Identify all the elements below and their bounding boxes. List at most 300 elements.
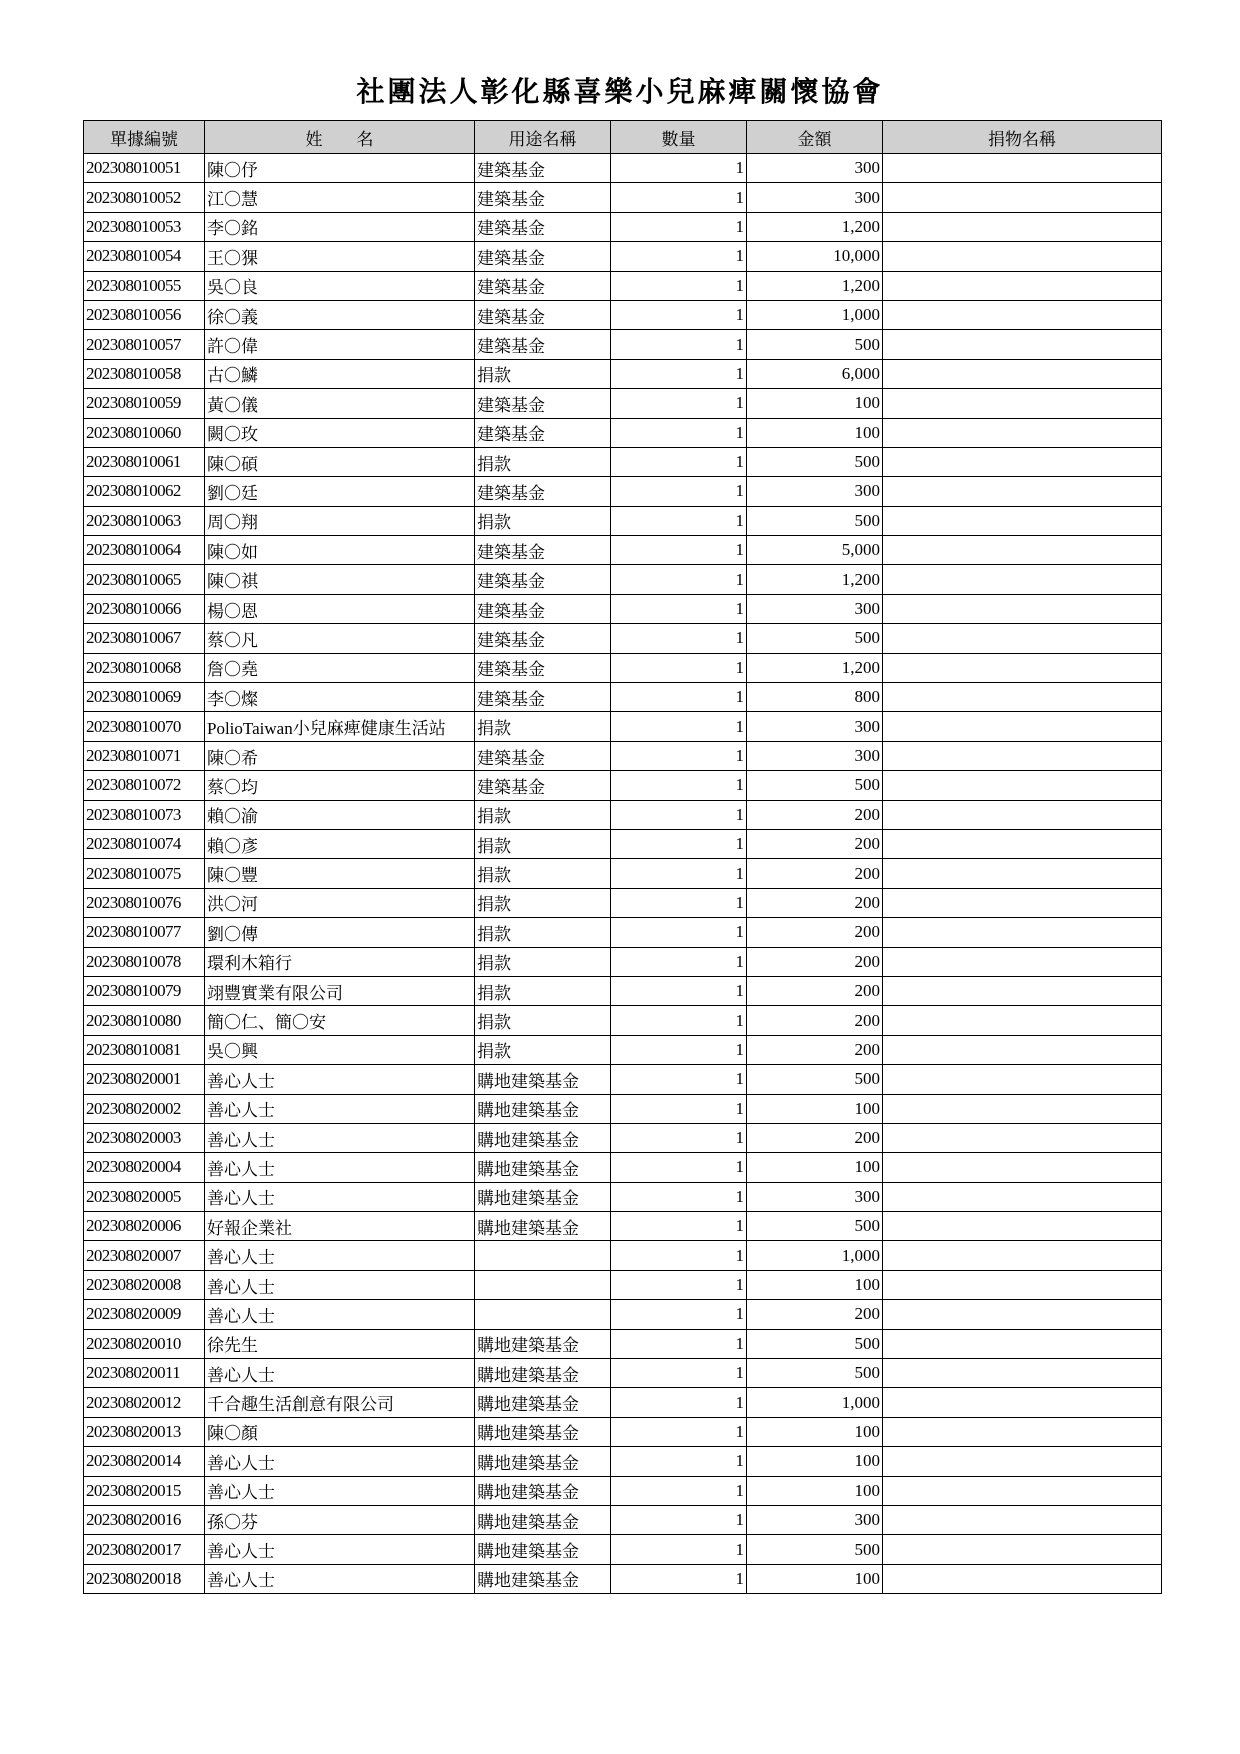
donated-item-cell [883, 1564, 1162, 1593]
receipt-no-cell: 202308020016 [84, 1505, 205, 1534]
donated-item-cell [883, 300, 1162, 329]
donated-item-cell [883, 1535, 1162, 1564]
name-cell: 善心人士 [205, 1123, 475, 1152]
page-title: 社團法人彰化縣喜樂小兒麻痺關懷協會 [356, 75, 884, 108]
name-cell: 江〇慧 [205, 183, 475, 212]
quantity-cell: 1 [611, 1153, 747, 1182]
purpose-cell: 建築基金 [475, 653, 611, 682]
receipt-no-cell: 202308010053 [84, 212, 205, 241]
name-cell: PolioTaiwan小兒麻痺健康生活站 [205, 712, 475, 741]
purpose-cell: 捐款 [475, 712, 611, 741]
name-cell: 善心人士 [205, 1182, 475, 1211]
amount-cell: 200 [747, 1006, 883, 1035]
name-cell: 陳〇豐 [205, 859, 475, 888]
purpose-cell: 捐款 [475, 447, 611, 476]
table-row [84, 154, 1162, 183]
name-cell: 善心人士 [205, 1564, 475, 1593]
quantity-cell: 1 [611, 389, 747, 418]
quantity-cell: 1 [611, 829, 747, 858]
purpose-cell: 購地建築基金 [475, 1123, 611, 1152]
purpose-cell: 建築基金 [475, 594, 611, 623]
receipt-no-cell: 202308010070 [84, 712, 205, 741]
quantity-cell: 1 [611, 359, 747, 388]
receipt-no-cell: 202308010052 [84, 183, 205, 212]
amount-cell: 500 [747, 330, 883, 359]
donated-item-cell [883, 712, 1162, 741]
donated-item-cell [883, 918, 1162, 947]
quantity-cell: 1 [611, 1564, 747, 1593]
receipt-no-cell: 202308020005 [84, 1182, 205, 1211]
amount-cell: 500 [747, 447, 883, 476]
purpose-cell: 購地建築基金 [475, 1182, 611, 1211]
quantity-cell: 1 [611, 976, 747, 1005]
donated-item-cell [883, 1447, 1162, 1476]
purpose-cell: 捐款 [475, 888, 611, 917]
donated-item-cell [883, 859, 1162, 888]
purpose-cell: 建築基金 [475, 536, 611, 565]
amount-cell: 500 [747, 1535, 883, 1564]
table-row [84, 1564, 1162, 1593]
receipt-no-cell: 202308010073 [84, 800, 205, 829]
amount-cell: 100 [747, 389, 883, 418]
amount-cell: 500 [747, 1212, 883, 1241]
purpose-cell [475, 1270, 611, 1299]
receipt-no-cell: 202308010081 [84, 1035, 205, 1064]
table-row [84, 1123, 1162, 1152]
name-cell: 善心人士 [205, 1270, 475, 1299]
quantity-cell: 1 [611, 1094, 747, 1123]
table-row [84, 477, 1162, 506]
table-row [84, 1241, 1162, 1270]
name-cell: 善心人士 [205, 1476, 475, 1505]
purpose-cell: 購地建築基金 [475, 1505, 611, 1534]
amount-cell: 100 [747, 418, 883, 447]
quantity-cell: 1 [611, 918, 747, 947]
quantity-cell: 1 [611, 1300, 747, 1329]
quantity-cell: 1 [611, 800, 747, 829]
purpose-cell: 建築基金 [475, 477, 611, 506]
amount-cell: 200 [747, 1300, 883, 1329]
donated-item-cell [883, 183, 1162, 212]
purpose-cell: 建築基金 [475, 330, 611, 359]
quantity-cell: 1 [611, 477, 747, 506]
donated-item-cell [883, 771, 1162, 800]
amount-cell: 200 [747, 976, 883, 1005]
receipt-no-cell: 202308010079 [84, 976, 205, 1005]
receipt-no-cell: 202308010076 [84, 888, 205, 917]
amount-cell: 1,000 [747, 1388, 883, 1417]
receipt-no-cell: 202308010060 [84, 418, 205, 447]
name-cell: 陳〇祺 [205, 565, 475, 594]
table-row [84, 389, 1162, 418]
purpose-cell [475, 1241, 611, 1270]
amount-cell: 100 [747, 1270, 883, 1299]
amount-cell: 200 [747, 888, 883, 917]
donated-item-cell [883, 800, 1162, 829]
name-cell: 善心人士 [205, 1065, 475, 1094]
donated-item-cell [883, 594, 1162, 623]
table-row [84, 1153, 1162, 1182]
donated-item-cell [883, 1300, 1162, 1329]
quantity-cell: 1 [611, 712, 747, 741]
purpose-cell: 購地建築基金 [475, 1329, 611, 1358]
purpose-cell: 建築基金 [475, 212, 611, 241]
table-row [84, 1359, 1162, 1388]
table-row [84, 653, 1162, 682]
table-row [84, 1270, 1162, 1299]
purpose-cell: 購地建築基金 [475, 1388, 611, 1417]
purpose-cell: 購地建築基金 [475, 1476, 611, 1505]
receipt-no-cell: 202308010057 [84, 330, 205, 359]
donated-item-cell [883, 1153, 1162, 1182]
amount-cell: 5,000 [747, 536, 883, 565]
donated-item-cell [883, 1212, 1162, 1241]
name-cell: 李〇燦 [205, 683, 475, 712]
amount-cell: 100 [747, 1447, 883, 1476]
table-row [84, 1035, 1162, 1064]
name-cell: 善心人士 [205, 1359, 475, 1388]
name-cell: 吳〇良 [205, 271, 475, 300]
receipt-no-cell: 202308020002 [84, 1094, 205, 1123]
quantity-cell: 1 [611, 1182, 747, 1211]
donated-item-cell [883, 1241, 1162, 1270]
donated-item-cell [883, 1065, 1162, 1094]
table-row [84, 359, 1162, 388]
name-cell: 陳〇如 [205, 536, 475, 565]
amount-cell: 200 [747, 947, 883, 976]
receipt-no-cell: 202308020011 [84, 1359, 205, 1388]
receipt-no-cell: 202308020003 [84, 1123, 205, 1152]
purpose-cell: 捐款 [475, 918, 611, 947]
table-row [84, 624, 1162, 653]
donated-item-cell [883, 565, 1162, 594]
donated-item-cell [883, 1182, 1162, 1211]
receipt-no-cell: 202308010068 [84, 653, 205, 682]
amount-cell: 300 [747, 712, 883, 741]
purpose-cell: 捐款 [475, 800, 611, 829]
receipt-no-cell: 202308020015 [84, 1476, 205, 1505]
purpose-cell: 捐款 [475, 947, 611, 976]
name-cell: 詹〇堯 [205, 653, 475, 682]
name-cell: 陳〇希 [205, 741, 475, 770]
table-row [84, 800, 1162, 829]
donated-item-cell [883, 1270, 1162, 1299]
quantity-cell: 1 [611, 683, 747, 712]
table-row [84, 918, 1162, 947]
table-row [84, 506, 1162, 535]
name-cell: 善心人士 [205, 1447, 475, 1476]
name-cell: 善心人士 [205, 1094, 475, 1123]
name-cell: 環利木箱行 [205, 947, 475, 976]
receipt-no-cell: 202308020014 [84, 1447, 205, 1476]
table-body [84, 154, 1162, 1594]
table-row [84, 947, 1162, 976]
donated-item-cell [883, 447, 1162, 476]
name-cell: 孫〇芬 [205, 1505, 475, 1534]
amount-cell: 1,200 [747, 271, 883, 300]
purpose-cell: 建築基金 [475, 154, 611, 183]
table-row [84, 300, 1162, 329]
header-receipt-no: 單據編號 [84, 121, 205, 154]
quantity-cell: 1 [611, 506, 747, 535]
quantity-cell: 1 [611, 565, 747, 594]
donated-item-cell [883, 477, 1162, 506]
receipt-no-cell: 202308010062 [84, 477, 205, 506]
receipt-no-cell: 202308010077 [84, 918, 205, 947]
receipt-no-cell: 202308020009 [84, 1300, 205, 1329]
quantity-cell: 1 [611, 741, 747, 770]
quantity-cell: 1 [611, 1065, 747, 1094]
amount-cell: 300 [747, 741, 883, 770]
amount-cell: 300 [747, 477, 883, 506]
quantity-cell: 1 [611, 447, 747, 476]
quantity-cell: 1 [611, 1241, 747, 1270]
purpose-cell: 建築基金 [475, 389, 611, 418]
name-cell: 千合趣生活創意有限公司 [205, 1388, 475, 1417]
name-cell: 善心人士 [205, 1241, 475, 1270]
table-row [84, 1388, 1162, 1417]
quantity-cell: 1 [611, 212, 747, 241]
quantity-cell: 1 [611, 271, 747, 300]
amount-cell: 200 [747, 1123, 883, 1152]
quantity-cell: 1 [611, 1388, 747, 1417]
header-purpose: 用途名稱 [475, 121, 611, 154]
table-row [84, 1417, 1162, 1446]
donated-item-cell [883, 1329, 1162, 1358]
donation-table [83, 120, 1162, 1594]
name-cell: 楊〇恩 [205, 594, 475, 623]
table-row [84, 1065, 1162, 1094]
table-row [84, 741, 1162, 770]
purpose-cell: 建築基金 [475, 565, 611, 594]
amount-cell: 500 [747, 771, 883, 800]
name-cell: 古〇鱗 [205, 359, 475, 388]
purpose-cell: 捐款 [475, 859, 611, 888]
donated-item-cell [883, 1476, 1162, 1505]
donated-item-cell [883, 947, 1162, 976]
purpose-cell: 購地建築基金 [475, 1153, 611, 1182]
name-cell: 陳〇顏 [205, 1417, 475, 1446]
purpose-cell: 建築基金 [475, 683, 611, 712]
quantity-cell: 1 [611, 1270, 747, 1299]
donated-item-cell [883, 1006, 1162, 1035]
amount-cell: 200 [747, 918, 883, 947]
purpose-cell: 建築基金 [475, 624, 611, 653]
donated-item-cell [883, 1388, 1162, 1417]
purpose-cell: 購地建築基金 [475, 1535, 611, 1564]
quantity-cell: 1 [611, 536, 747, 565]
receipt-no-cell: 202308010078 [84, 947, 205, 976]
table-row [84, 1094, 1162, 1123]
receipt-no-cell: 202308020001 [84, 1065, 205, 1094]
name-cell: 闕〇玫 [205, 418, 475, 447]
name-cell: 徐先生 [205, 1329, 475, 1358]
table-row [84, 183, 1162, 212]
receipt-no-cell: 202308010064 [84, 536, 205, 565]
purpose-cell: 購地建築基金 [475, 1094, 611, 1123]
amount-cell: 10,000 [747, 242, 883, 271]
amount-cell: 100 [747, 1417, 883, 1446]
name-cell: 黃〇儀 [205, 389, 475, 418]
quantity-cell: 1 [611, 154, 747, 183]
purpose-cell: 建築基金 [475, 418, 611, 447]
amount-cell: 500 [747, 1359, 883, 1388]
donated-item-cell [883, 624, 1162, 653]
donated-item-cell [883, 242, 1162, 271]
amount-cell: 1,200 [747, 565, 883, 594]
receipt-no-cell: 202308010067 [84, 624, 205, 653]
table-row [84, 1182, 1162, 1211]
quantity-cell: 1 [611, 1447, 747, 1476]
table-row [84, 1535, 1162, 1564]
name-cell: 陳〇碩 [205, 447, 475, 476]
table-row [84, 1300, 1162, 1329]
table-row [84, 1212, 1162, 1241]
name-cell: 吳〇興 [205, 1035, 475, 1064]
name-cell: 簡〇仁、簡〇安 [205, 1006, 475, 1035]
name-cell: 陳〇伃 [205, 154, 475, 183]
receipt-no-cell: 202308020008 [84, 1270, 205, 1299]
donated-item-cell [883, 1505, 1162, 1534]
quantity-cell: 1 [611, 1035, 747, 1064]
amount-cell: 100 [747, 1476, 883, 1505]
receipt-no-cell: 202308020007 [84, 1241, 205, 1270]
amount-cell: 500 [747, 1329, 883, 1358]
receipt-no-cell: 202308010069 [84, 683, 205, 712]
name-cell: 許〇偉 [205, 330, 475, 359]
receipt-no-cell: 202308010054 [84, 242, 205, 271]
header-quantity: 數量 [611, 121, 747, 154]
quantity-cell: 1 [611, 418, 747, 447]
purpose-cell: 建築基金 [475, 771, 611, 800]
table-row [84, 330, 1162, 359]
name-cell: 李〇銘 [205, 212, 475, 241]
donated-item-cell [883, 1123, 1162, 1152]
donated-item-cell [883, 536, 1162, 565]
quantity-cell: 1 [611, 1006, 747, 1035]
table-row [84, 712, 1162, 741]
name-cell: 賴〇渝 [205, 800, 475, 829]
receipt-no-cell: 202308020012 [84, 1388, 205, 1417]
amount-cell: 1,200 [747, 653, 883, 682]
quantity-cell: 1 [611, 1505, 747, 1534]
name-cell: 善心人士 [205, 1300, 475, 1329]
amount-cell: 200 [747, 1035, 883, 1064]
receipt-no-cell: 202308010075 [84, 859, 205, 888]
donated-item-cell [883, 330, 1162, 359]
receipt-no-cell: 202308010071 [84, 741, 205, 770]
table-row [84, 447, 1162, 476]
name-cell: 善心人士 [205, 1153, 475, 1182]
quantity-cell: 1 [611, 859, 747, 888]
amount-cell: 300 [747, 1505, 883, 1534]
table-row [84, 242, 1162, 271]
donated-item-cell [883, 653, 1162, 682]
purpose-cell: 捐款 [475, 1006, 611, 1035]
header-amount: 金額 [747, 121, 883, 154]
donated-item-cell [883, 418, 1162, 447]
receipt-no-cell: 202308020006 [84, 1212, 205, 1241]
purpose-cell: 購地建築基金 [475, 1065, 611, 1094]
donated-item-cell [883, 154, 1162, 183]
donated-item-cell [883, 829, 1162, 858]
name-cell: 劉〇廷 [205, 477, 475, 506]
table-row [84, 594, 1162, 623]
quantity-cell: 1 [611, 771, 747, 800]
receipt-no-cell: 202308020013 [84, 1417, 205, 1446]
table-row [84, 771, 1162, 800]
amount-cell: 1,000 [747, 1241, 883, 1270]
amount-cell: 500 [747, 624, 883, 653]
table-row [84, 1476, 1162, 1505]
purpose-cell: 建築基金 [475, 300, 611, 329]
donated-item-cell [883, 212, 1162, 241]
amount-cell: 300 [747, 183, 883, 212]
table-row [84, 829, 1162, 858]
table-row [84, 1329, 1162, 1358]
purpose-cell: 捐款 [475, 506, 611, 535]
table-row [84, 859, 1162, 888]
donated-item-cell [883, 1359, 1162, 1388]
name-cell: 洪〇河 [205, 888, 475, 917]
amount-cell: 100 [747, 1153, 883, 1182]
amount-cell: 300 [747, 154, 883, 183]
table-row [84, 212, 1162, 241]
donated-item-cell [883, 683, 1162, 712]
donated-item-cell [883, 976, 1162, 1005]
receipt-no-cell: 202308010080 [84, 1006, 205, 1035]
quantity-cell: 1 [611, 1212, 747, 1241]
quantity-cell: 1 [611, 1359, 747, 1388]
purpose-cell: 購地建築基金 [475, 1359, 611, 1388]
receipt-no-cell: 202308010065 [84, 565, 205, 594]
table-row [84, 1505, 1162, 1534]
receipt-no-cell: 202308010059 [84, 389, 205, 418]
table-row [84, 565, 1162, 594]
name-cell: 好報企業社 [205, 1212, 475, 1241]
donated-item-cell [883, 741, 1162, 770]
donated-item-cell [883, 271, 1162, 300]
receipt-no-cell: 202308020017 [84, 1535, 205, 1564]
purpose-cell: 捐款 [475, 976, 611, 1005]
purpose-cell: 捐款 [475, 359, 611, 388]
name-cell: 蔡〇凡 [205, 624, 475, 653]
quantity-cell: 1 [611, 300, 747, 329]
receipt-no-cell: 202308010063 [84, 506, 205, 535]
quantity-cell: 1 [611, 1417, 747, 1446]
table-row [84, 1447, 1162, 1476]
quantity-cell: 1 [611, 624, 747, 653]
receipt-no-cell: 202308020004 [84, 1153, 205, 1182]
amount-cell: 200 [747, 859, 883, 888]
amount-cell: 200 [747, 829, 883, 858]
name-cell: 賴〇彥 [205, 829, 475, 858]
receipt-no-cell: 202308010058 [84, 359, 205, 388]
quantity-cell: 1 [611, 1476, 747, 1505]
purpose-cell: 建築基金 [475, 741, 611, 770]
amount-cell: 500 [747, 1065, 883, 1094]
amount-cell: 300 [747, 594, 883, 623]
header-name: 姓 名 [205, 121, 475, 154]
purpose-cell: 捐款 [475, 1035, 611, 1064]
quantity-cell: 1 [611, 947, 747, 976]
receipt-no-cell: 202308010056 [84, 300, 205, 329]
purpose-cell [475, 1300, 611, 1329]
quantity-cell: 1 [611, 1535, 747, 1564]
donated-item-cell [883, 1094, 1162, 1123]
donated-item-cell [883, 1035, 1162, 1064]
purpose-cell: 購地建築基金 [475, 1212, 611, 1241]
